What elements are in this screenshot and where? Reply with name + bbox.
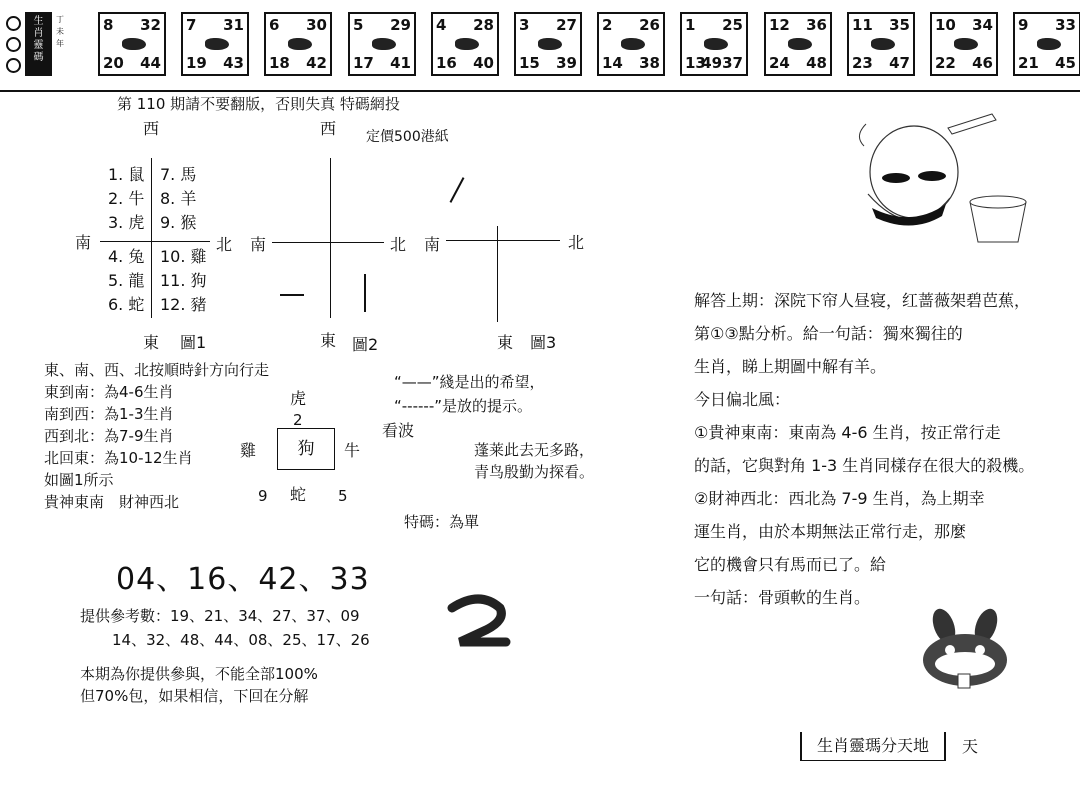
reference-label: 提供參考數： (80, 607, 171, 625)
cell-number: 28 (473, 16, 494, 34)
fig2-label: 圖2 (352, 335, 379, 354)
rules-block (44, 360, 269, 514)
fig2-hline (272, 242, 384, 243)
zodiac-silhouette-icon (704, 38, 728, 50)
fig2-east: 東 (320, 331, 337, 350)
cell-number: 3 (519, 16, 530, 34)
cell-number: 43 (223, 54, 244, 72)
cell-number: 45 (1055, 54, 1076, 72)
cell-number: 30 (306, 16, 327, 34)
zodiac-silhouette-icon (621, 38, 645, 50)
cell-number: 13 (685, 54, 706, 72)
cell-number: 38 (639, 54, 660, 72)
poem-line: 蓬莱此去无多路， (474, 441, 595, 459)
rule-line: 南到西：為1-3生肖 (44, 405, 174, 423)
cell-number: 42 (306, 54, 327, 72)
fig2-north: 北 (390, 235, 407, 254)
cell-number: 39 (556, 54, 577, 72)
title-char: 肖 (33, 28, 44, 39)
cell-number: 35 (889, 16, 910, 34)
note-line: 本期為你提供參與，不能全部100% (80, 665, 318, 683)
number-cell (348, 12, 416, 76)
cell-number: 5 (353, 16, 364, 34)
zodiac-item: 3. 虎 (108, 213, 145, 232)
cell-number: 4937 (701, 54, 743, 72)
cell-number: 17 (353, 54, 374, 72)
zodiac-item: 7. 馬 (160, 165, 197, 184)
frog-cartoon-illustration (910, 604, 1020, 692)
fig2-mark (364, 274, 366, 312)
cell-number: 7 (186, 16, 197, 34)
cross-bottom-right-num: 5 (338, 487, 348, 505)
fig3-hline (446, 240, 560, 241)
zodiac-silhouette-icon (788, 38, 812, 50)
number-cell (680, 12, 748, 76)
cell-number: 18 (269, 54, 290, 72)
fig1-north: 北 (216, 235, 233, 254)
zodiac-item: 2. 牛 (108, 189, 145, 208)
cell-number: 20 (103, 54, 124, 72)
cell-number: 41 (390, 54, 411, 72)
zodiac-item: 9. 猴 (160, 213, 197, 232)
right-text-line: 解答上期：深院下帘人昼寝，红蔷薇架碧芭蕉， (694, 291, 1031, 310)
cell-number: 1 (685, 16, 696, 34)
fig1-vline (151, 158, 152, 318)
zodiac-list-right (160, 164, 207, 318)
rule-line: 北回東：為10-12生肖 (44, 449, 193, 467)
cell-number: 19 (186, 54, 207, 72)
price-label: 定價500港紙 (366, 129, 449, 145)
fig2-mark (280, 294, 304, 296)
title-char: 生 (33, 16, 44, 27)
cell-number: 10 (935, 16, 956, 34)
cell-number: 48 (806, 54, 827, 72)
fig2-slash (450, 177, 465, 203)
fig2-vline (330, 158, 331, 318)
cartoon-illustration (852, 112, 1036, 248)
fig1-label: 圖1 (180, 333, 207, 352)
rule-line: 西到北：為7-9生肖 (44, 427, 174, 445)
cell-number: 15 (519, 54, 540, 72)
cross-bottom: 蛇 (290, 485, 307, 504)
cell-number: 23 (852, 54, 873, 72)
header-divider (0, 90, 1080, 92)
zodiac-silhouette-icon (954, 38, 978, 50)
cell-number: 34 (972, 16, 993, 34)
issue-line: 第 110 期請不要翻版，否則失真 特碼網投 (117, 95, 400, 113)
cell-number: 22 (935, 54, 956, 72)
reference-values: 19、21、34、27、37、09 (170, 607, 360, 625)
cell-number: 6 (269, 16, 280, 34)
cell-number: 8 (103, 16, 114, 34)
zodiac-item: 12. 豬 (160, 295, 207, 314)
year-char: 丁 (56, 15, 64, 24)
kanbo-label: 看波 (382, 421, 415, 440)
zodiac-list-left (108, 164, 144, 318)
right-text-block (694, 290, 1034, 620)
cell-number: 27 (556, 16, 577, 34)
poem-block (474, 440, 594, 484)
footer-title-box: 生肖靈瑪分天地 (800, 732, 946, 761)
number-cell (597, 12, 665, 76)
rule-line: 東到南：為4-6生肖 (44, 383, 174, 401)
note-line: 但70%包，如果相信，下回在分解 (80, 687, 309, 705)
cell-number: 26 (639, 16, 660, 34)
fig1-west: 西 (143, 119, 160, 138)
right-text-line: 運生肖，由於本期無法正常行走，那麼 (694, 522, 967, 541)
cell-number: 14 (602, 54, 623, 72)
cell-number: 21 (1018, 54, 1039, 72)
fig3-south: 南 (424, 235, 441, 254)
reference-row1 (80, 606, 360, 626)
title-char: 靈 (33, 40, 44, 51)
zodiac-silhouette-icon (372, 38, 396, 50)
rule-line: 貴神東南 財神西北 (44, 493, 180, 511)
footer-tail: 天 (962, 737, 979, 756)
zodiac-item: 11. 狗 (160, 271, 207, 290)
right-text-line: 的話，它與對角 1-3 生肖同樣存在很大的殺機。 (694, 456, 1035, 475)
number-cell (431, 12, 499, 76)
poem-line: 青鸟殷勤为探看。 (474, 463, 595, 481)
fig3-label: 圖3 (530, 333, 557, 352)
zodiac-item: 10. 雞 (160, 247, 207, 266)
zodiac-item: 5. 龍 (108, 271, 145, 290)
right-text-line: ①貴神東南：東南為 4-6 生肖，按正常行走 (694, 423, 1001, 442)
main-numbers: 04、16、42、33 (116, 562, 370, 597)
cell-number: 32 (140, 16, 161, 34)
cross-bottom-left-num: 9 (258, 487, 268, 505)
right-text-line: 第①③點分析。給一句話：獨來獨往的 (694, 324, 963, 343)
number-cell (514, 12, 582, 76)
year-char: 未 (56, 27, 64, 36)
cell-number: 11 (852, 16, 873, 34)
cell-number: 2 (602, 16, 613, 34)
binder-holes (6, 16, 24, 79)
fig2-south: 南 (250, 235, 267, 254)
zodiac-item: 1. 鼠 (108, 165, 145, 184)
year-char: 年 (56, 39, 64, 48)
right-text-line: 一句話：骨頭軟的生肖。 (694, 588, 871, 607)
hole-icon (6, 37, 21, 52)
number-cell (264, 12, 332, 76)
cross-top: 虎 (290, 389, 307, 408)
cell-number: 44 (140, 54, 161, 72)
cell-number: 31 (223, 16, 244, 34)
fig1-east: 東 (143, 333, 160, 352)
zodiac-silhouette-icon (122, 38, 146, 50)
number-cell (1013, 12, 1080, 76)
bottom-note (80, 664, 318, 708)
cell-number: 36 (806, 16, 827, 34)
header-title (25, 12, 52, 76)
legend-solid: “——”綫是出的希望， (394, 373, 545, 391)
zodiac-silhouette-icon (538, 38, 562, 50)
right-text-line: 今日偏北風： (694, 390, 791, 409)
number-cell (764, 12, 832, 76)
cell-number: 16 (436, 54, 457, 72)
cell-number: 40 (473, 54, 494, 72)
hole-icon (6, 58, 21, 73)
cell-number: 4 (436, 16, 447, 34)
rule-line: 如圖1所示 (44, 471, 114, 489)
zodiac-silhouette-icon (455, 38, 479, 50)
number-cell (847, 12, 915, 76)
zodiac-silhouette-icon (205, 38, 229, 50)
cell-number: 29 (390, 16, 411, 34)
cross-right: 牛 (344, 441, 361, 460)
zodiac-item: 6. 蛇 (108, 295, 145, 314)
cell-number: 33 (1055, 16, 1076, 34)
cell-number: 9 (1018, 16, 1029, 34)
zodiac-silhouette-icon (288, 38, 312, 50)
fig1-south: 南 (75, 233, 92, 252)
cell-number: 47 (889, 54, 910, 72)
right-text-line: ②財神西北：西北為 7-9 生肖，為上期幸 (694, 489, 985, 508)
hole-icon (6, 16, 21, 31)
header-strip (0, 0, 1080, 96)
title-char: 碼 (33, 52, 44, 63)
cell-number: 12 (769, 16, 790, 34)
right-text-line: 生肖，睇上期圖中解有羊。 (694, 357, 887, 376)
fig3-east: 東 (497, 333, 514, 352)
fig2-west: 西 (320, 119, 337, 138)
legend-dashed: “------”是放的提示。 (394, 397, 533, 415)
number-cell (181, 12, 249, 76)
cross-top-num: 2 (293, 411, 303, 429)
reference-row2: 14、32、48、44、08、25、17、26 (112, 631, 370, 649)
fig3-north: 北 (568, 233, 585, 252)
zodiac-item: 8. 羊 (160, 189, 197, 208)
number-cell (98, 12, 166, 76)
year-label (53, 14, 67, 50)
cross-left: 雞 (240, 441, 257, 460)
cell-number: 46 (972, 54, 993, 72)
zodiac-silhouette-icon (1037, 38, 1061, 50)
zodiac-item: 4. 兔 (108, 247, 145, 266)
cell-number: 25 (722, 16, 743, 34)
zodiac-silhouette-icon (871, 38, 895, 50)
number-cell (930, 12, 998, 76)
special-code: 特碼：為單 (404, 513, 480, 531)
rule-line: 東、南、西、北按順時針方向行走 (44, 361, 270, 379)
cell-number: 24 (769, 54, 790, 72)
number-two-illustration (440, 594, 520, 650)
cross-center-box: 狗 (277, 428, 335, 470)
right-text-line: 它的機會只有馬而已了。給 (694, 555, 887, 574)
